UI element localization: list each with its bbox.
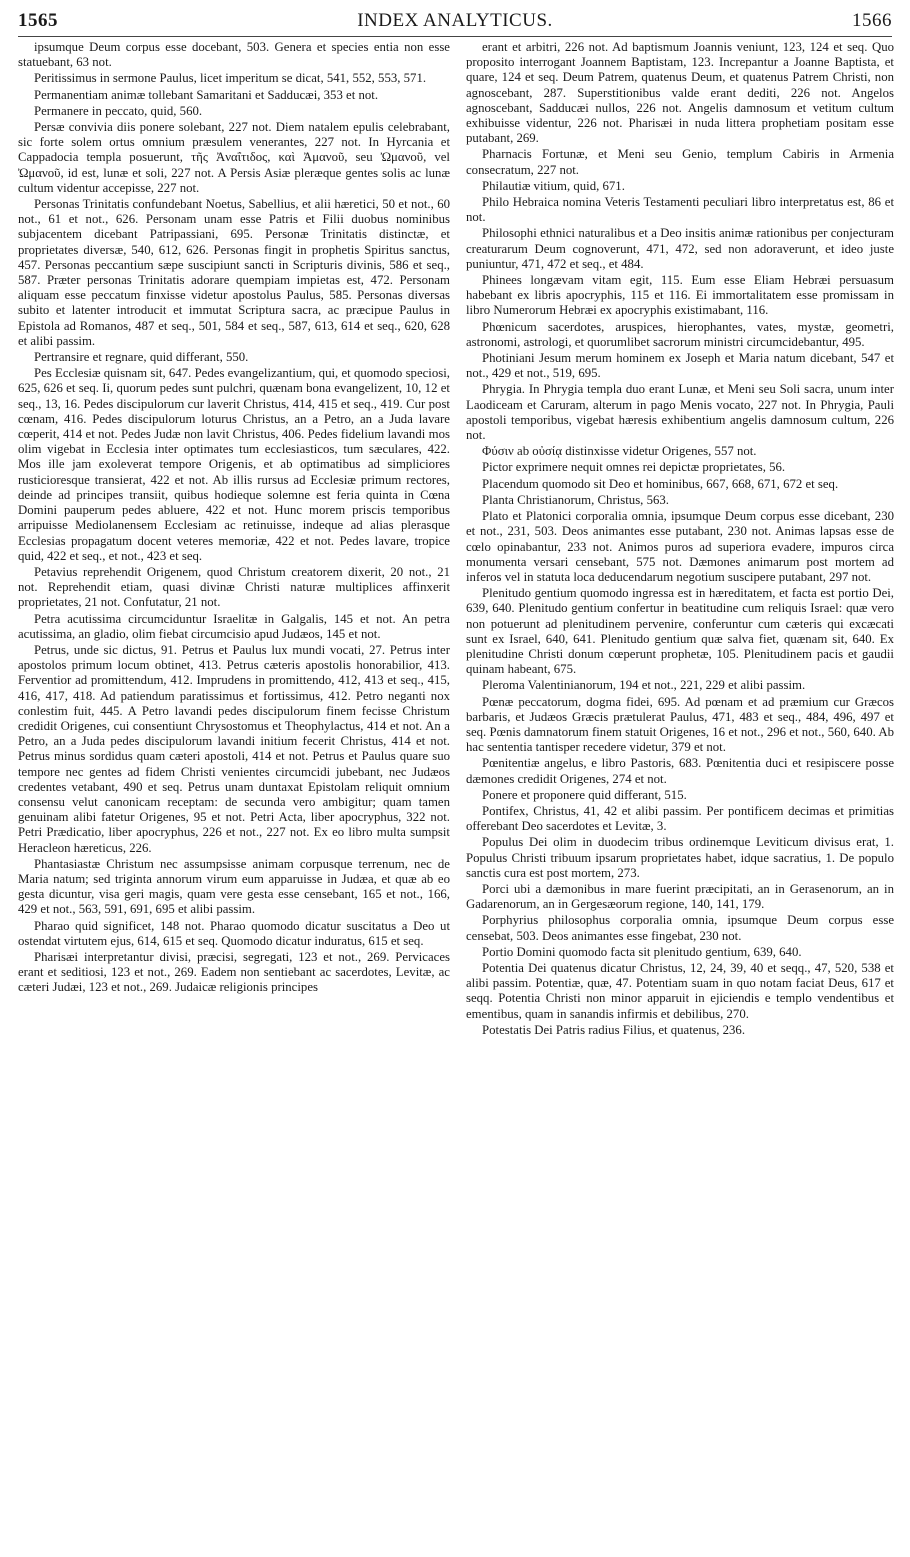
index-entry: Phrygia. In Phrygia templa duo erant Lunæ, et Meni seu Soli sacra, unum inter Laodiceam et Caruram, alterum in pago Menis vocato, 227 not. In Phrygia, Pauli apostoli temporibus, vigebat hæresis exhibentium angelis damnosum cultum, 226 not. <box>466 382 894 443</box>
running-title: INDEX ANALYTICUS. <box>357 10 553 31</box>
page-number-left: 1565 <box>18 10 58 31</box>
index-entry: Philo Hebraica nomina Veteris Testamenti peculiari libro interpretatus est, 86 et not. <box>466 195 894 225</box>
page-number-right: 1566 <box>852 10 892 31</box>
page-header <box>18 10 892 36</box>
index-entry: Porci ubi a dæmonibus in mare fuerint præcipitati, an in Gerasenorum, an in Gadarenorum, an in Gergesæorum regione, 140, 141, 179. <box>466 881 894 912</box>
index-entry: ipsumque Deum corpus esse docebant, 503. Genera et species entia non esse statuebant, 63 not. <box>18 40 450 70</box>
index-entry: Petra acutissima circumciduntur Israelitæ in Galgalis, 145 et not. An petra acutissima, an gladio, olim fiebat circumcisio apud Judæos, 145 et not. <box>18 611 450 641</box>
index-entry: Potentia Dei quatenus dicatur Christus, 12, 24, 39, 40 et seqq., 47, 520, 538 et alibi passim. Potentiæ, quæ, 47. Potentiam suam in quo notam faciat Deus, 617 et seqq. Potentia Christi non minor apparuit in ejiciendis e templo vendentibus et ementibus, quam in sanandis infirmis et debilibus, 270. <box>466 960 894 1021</box>
index-entry: Portio Domini quomodo facta sit plenitudo gentium, 639, 640. <box>482 944 802 959</box>
index-entry: Porphyrius philosophus corporalia omnia, ipsumque Deum corpus esse censebat, 503. Deos animantes esse fingebat, 230 not. <box>466 913 894 943</box>
index-entry: Phantasiastæ Christum nec assumpsisse animam corpusque terrenum, nec de Maria natum; sed triginta annorum virum eum apparuisse in Judæa, et quæ ab eo gesta dicuntur, visa geri magis, quam vere gesta esse censebant, 165 et not., 166, 429 et not., 563, 591, 691, 695 et alibi passim. <box>18 856 450 917</box>
index-entry: Pharisæi interpretantur divisi, præcisi, segregati, 123 et not., 269. Pervicaces erant et seditiosi, 123 et not., 269. Eadem non sentiebant ac sacerdotes, Levitæ, ac cæteri Judæi, 123 et not., 269. Judaicæ religionis principes <box>18 949 450 995</box>
index-entry: Permanere in peccato, quid, 560. <box>34 103 203 118</box>
index-entry: Pontifex, Christus, 41, 42 et alibi passim. Per pontificem decimas et primitias offerebant Deo sacerdotes et Levitæ, 3. <box>466 803 894 834</box>
index-entry: Ponere et proponere quid differant, 515. <box>482 787 687 802</box>
index-entry: Peritissimus in sermone Paulus, licet imperitum se dicat, 541, 552, 553, 571. <box>34 71 427 86</box>
index-entry: Photiniani Jesum merum hominem ex Joseph et Maria natum dicebant, 547 et not., 429 et not., 519, 695. <box>466 351 894 381</box>
index-entry: Plato et Platonici corporalia omnia, ipsumque Deum corpus esse dicebant, 230 et not., 231, 503. Deos animantes esse putabant, 230 not. Animas lapsas esse de cœlo opinabantur, 233 not. Animos puros ad superiora evadere, impuros circa monumenta versari censebant, 575 not. Dæmones animarum post mortem ad inferos vel in statuta loca deducendarum negotium suscipere putabant, 297 not. <box>466 509 894 584</box>
index-entry: Pœnitentiæ angelus, e libro Pastoris, 683. Pœnitentia duci et resipiscere posse dæmones credidit Origenes, 274 et not. <box>466 756 894 786</box>
index-entry: Persæ convivia diis ponere solebant, 227 not. Diem natalem epulis celebrabant, sic forte solem ortus omnium præsulem venerantes, 227 not. In Hyrcania et Cappadocia templa posuerunt, τῆς Ἀναΐτιδος, καὶ Ἀμανοῦ, seu Ὠμανοῦ, vel Ὠμανοῦ, id est, lunæ et soli, 227 not. A Persis Asiæ pleræque gentes solis ac lunæ cultum videntur accepisse, 227 not. <box>18 120 450 195</box>
index-entry: Pharao quid significet, 148 not. Pharao quomodo dicatur suscitatus a Deo ut ostendat virtutem ejus, 614, 615 et seq. Quomodo dicatur induratus, 615 et seq. <box>18 918 450 948</box>
index-entry: Pœnæ peccatorum, dogma fidei, 695. Ad pœnam et ad præmium cur Græcos barbaris, et Judæos Græcis prætulerat Paulus, 471, 483 et seq., 484, 496, 497 et seq. Pœnis damnatorum finem statuit Origenes, 16 et not., 296 et not., 560, 640. Ab hac sententia tantisper recedere videtur, 379 et not. <box>466 694 894 755</box>
index-entry: Petrus, unde sic dictus, 91. Petrus et Paulus lux mundi vocati, 27. Petrus inter apostolos primum locum obtinet, 413. Petrus cæteris apostolis honorabilior, 413. Ferventior ad promittendum, 412. Imprudens in promittendo, 412, 413 et seq., 415, 416, 417, 418. Ad patiendum paratissimus et fortissimus, 412. Petro neganti nox conlestim fuit, 445. A Petro lavandi pedes discipulorum finem fecisse Christum credidit Origenes, cui consentiunt Chrysostomus et Theophylactus, 414 et not. An a Petro, an a Juda pedes discipulorum lavandi initium fecerit Christus, 414 et not. Petrus minus sordidus quam cæteri apostoli, 414 et not. Petrus et Paulus quare suo tempore nec gentes ad fidem Christi venientes circumcidi jubebant, nec Judæos credentes vetabant, 490 et seq. Petrus unam duntaxat Epistolam reliquit omnium consensu velut canonicam receptam: de secunda vero ambigitur; quam tamen genuinam alibi fatetur Origenes, 95 et not. Petri Acta, liber apocryphus, 322 not. Petri Prædicatio, liber apocryphus, 226 et not., 227 not. Ex eo libro multa sumpsit Heracleon hæreticus, 226. <box>18 642 450 855</box>
index-entry: Populus Dei olim in duodecim tribus ordinemque Leviticum divisus erat, 1. Populus Christi tribuum ipsarum proprietates habet, idque sacratius, 1. De populo sanctis cura est post mortem, 273. <box>466 835 894 880</box>
index-entry: Placendum quomodo sit Deo et hominibus, 667, 668, 671, 672 et seq. <box>482 476 839 491</box>
index-entry: Philautiæ vitium, quid, 671. <box>482 178 625 193</box>
index-entry: Personas Trinitatis confundebant Noetus, Sabellius, et alii hæretici, 50 et not., 60 not., 61 et not., 626. Personam unam esse Patris et Filii duobus nominibus subjacentem dicebant Patripassiani, 695. Personæ Trinitatis distinctæ, et proprietates diversæ, 540, 612, 626. Personas fingit in prophetis Spiritus sanctus, 457. Personas peccantium sæpe suscipiunt sancti in Scripturis divinis, 586 et seq., 587. Præter personas Trinitatis adorare quempiam impietas est, 472. Personam aliquam esse peccatum finxisse videtur apostolus Paulus, 585. Personas diversas subito et latenter introducit et immutat Scriptura sacra, ac præcipue Paulus in Epistola ad Romanos, 487 et seq., 501, 584 et seq., 587, 613, 614 et seq., 620, 628 et alibi passim. <box>18 197 450 348</box>
index-entry: Pes Ecclesiæ quisnam sit, 647. Pedes evangelizantium, qui, et quomodo speciosi, 625, 626 et seq. Ii, quorum pedes sunt pulchri, quænam bona evangelizent, 10, 12 et seq., 13, 16. Pedes discipulorum cur laverit Christus, 414, 415 et seq., 419. Cur post cœnam, 416. Pedes discipulorum loturus Christus, an a Petro, an a Juda lavare cœperit, 414 et not. Pedes Judæ non lavit Christus, 406. Pedes fidelium lavandi mos olim vigebat in Ecclesia inter optimates tum ecclesiasticos, tum sæculares, 422. Mos ille jam exoleverat tempore Origenis, et ab optimatibus ad simpliciores rusticioresque transierat, 422 et not. Ab illis rursus ad Ecclesiæ primum rectores, deinde ad principes transiit, quibus hodieque solemne est feria quinta in Cœna Domini pauperum pedes abluere, 422 et not. Hunc morem priscis temporibus arripuisse Mediolanensem Ecclesiam ac retinuisse, indeque ad alias plerasque Ecclesias propagatum docent veteres memoriæ, 422 et not. Pedes lavare, tropice quid, 422 et seq., et not., 423 et seq. <box>18 366 450 563</box>
index-entry: Permanentiam animæ tollebant Samaritani et Sadducæi, 353 et not. <box>34 87 379 102</box>
index-entry: Pertransire et regnare, quid differant, 550. <box>34 350 249 365</box>
header-rule <box>18 36 892 37</box>
index-entry: Planta Christianorum, Christus, 563. <box>482 492 669 507</box>
index-entry: Pharnacis Fortunæ, et Meni seu Genio, templum Cabiris in Armenia consecratum, 227 not. <box>466 147 894 177</box>
index-entry: Φύσιν ab οὐσίᾳ distinxisse videtur Origenes, 557 not. <box>482 444 757 459</box>
index-entry: Pleroma Valentinianorum, 194 et not., 221, 229 et alibi passim. <box>482 678 806 693</box>
index-entry: Petavius reprehendit Origenem, quod Christum creatorem dixerit, 20 not., 21 not. Reprehendit etiam, quasi divinæ Christi naturæ multiplices affinxerit proprietates, 21 not. Confutatur, 21 not. <box>18 564 450 610</box>
index-entry: Phœnicum sacerdotes, aruspices, hierophantes, vates, mystæ, geometri, astronomi, astrologi, et quorumlibet sacrorum ministri circumcidebantur, 495. <box>466 319 894 349</box>
index-entry: Philosophi ethnici naturalibus et a Deo insitis animæ rationibus per conjecturam creaturarum Deum cognoverunt, 471, 472, sed non adoraverunt, et ideo juste puniuntur, 471, 472 et seq., et 484. <box>466 226 894 271</box>
left-column <box>18 40 450 997</box>
index-entry: Potestatis Dei Patris radius Filius, et quatenus, 236. <box>482 1022 746 1037</box>
index-entry: Pictor exprimere nequit omnes rei depictæ proprietates, 56. <box>482 460 786 475</box>
index-entry: Phinees longævam vitam egit, 115. Eum esse Eliam Hebræi persuasum habebant ex libris apocryphis, 115 et 116. Ei immortalitatem esse promissam in libro Numerorum Hebræi ex apocryphis existimabant, 116. <box>466 273 894 318</box>
index-entry: Plenitudo gentium quomodo ingressa est in hæreditatem, et facta est portio Dei, 639, 640. Plenitudo gentium confertur in beatitudine cum reliquis Israel: quæ vero non potuerunt ad plenitudinem pervenire, conferuntur cum cæteris qui excæcati sunt ex Israel, 640, 641. Plenitudo gentium quæ salva fiet, quænam sit, 640. Ex plenitudine Christi donum cœperunt prophetæ, 105. Plenitudinem pacis et gaudii quinam habeant, 675. <box>466 586 894 677</box>
right-column <box>466 40 894 1039</box>
index-entry: erant et arbitri, 226 not. Ad baptismum Joannis veniunt, 123, 124 et seq. Quo proposito interrogant Joannem Baptistam, 123. Increpantur a Joanne Baptista, et quare, 124 et seq. Deum Patrem, quatenus Deum, et quatenus Patrem Christi, non agnoscebant, 287. Superstitionibus valde erant dediti, 226 not. Angelos agnoscebant, Sadducæi nullos, 226 not. Angelis damnosum et vetitum cultum exhibuisse videntur, 226 not. Pharisæi in nuda littera prophetiam positam esse putabant, 269. <box>466 40 894 146</box>
